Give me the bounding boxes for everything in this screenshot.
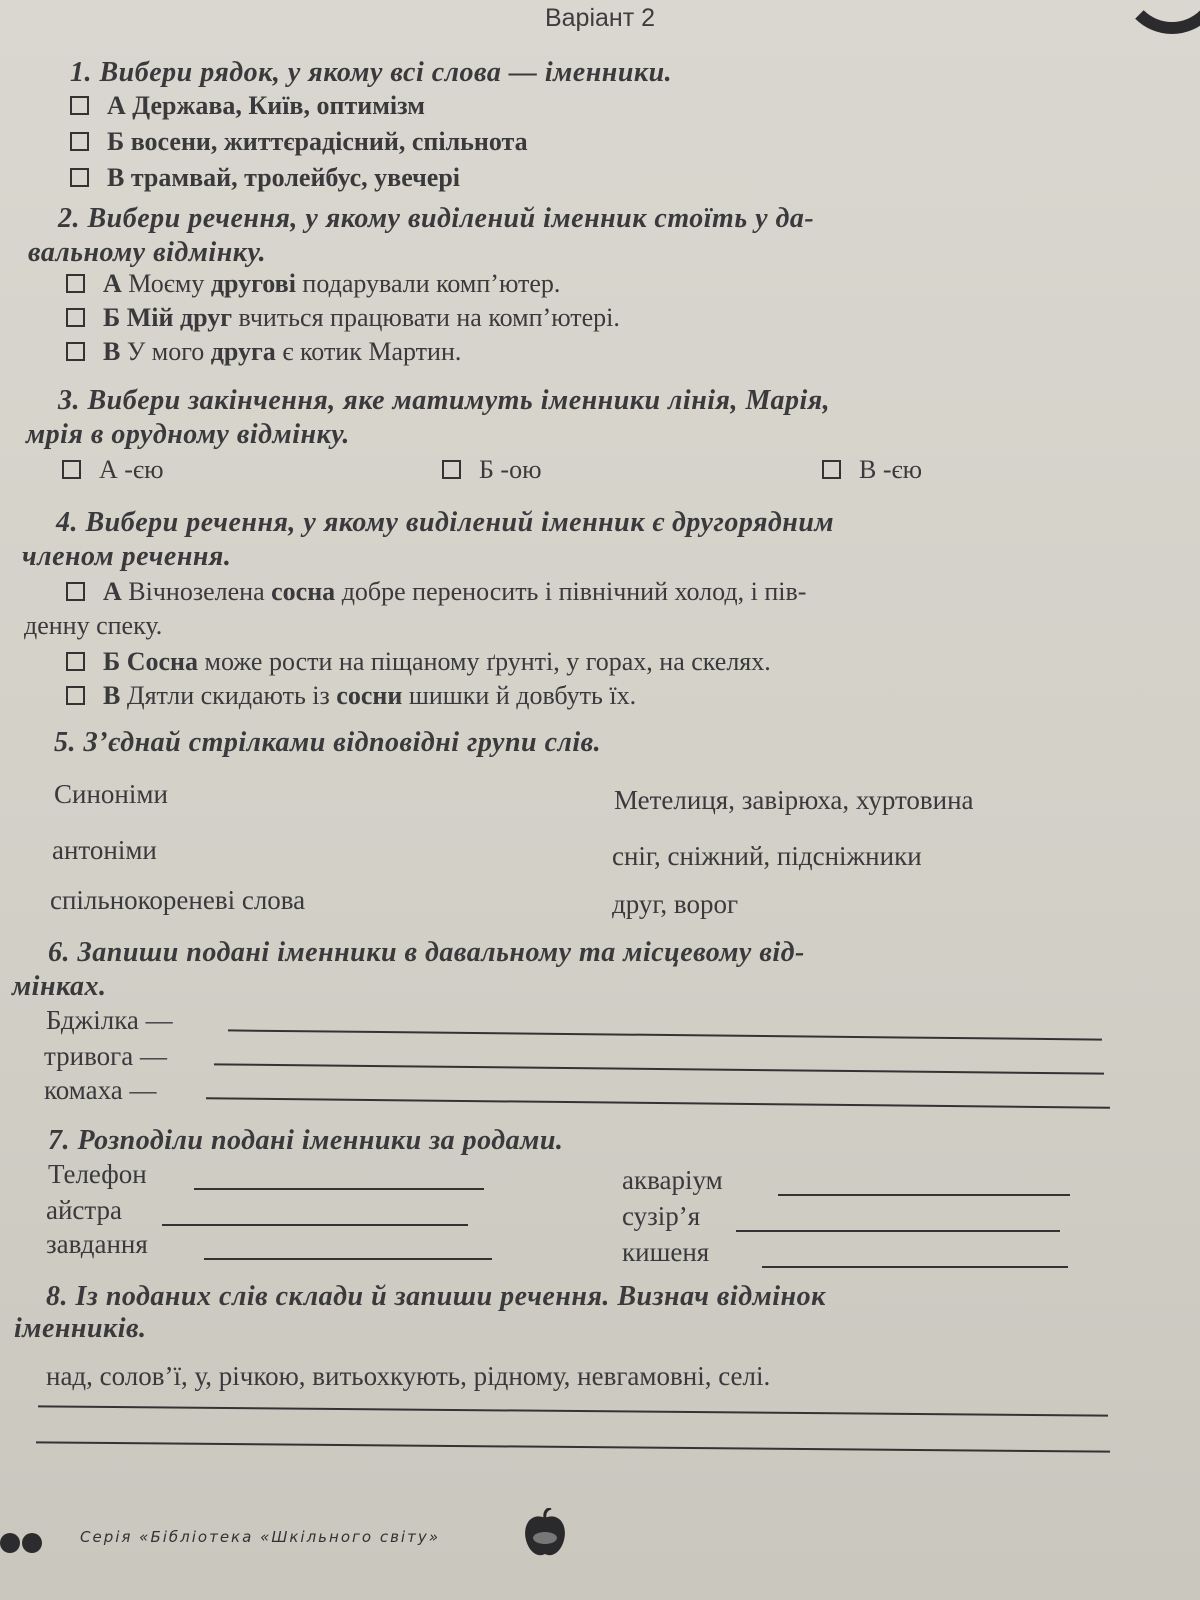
answer-line[interactable]: [204, 1258, 492, 1260]
question-6-title-line2: мінках.: [12, 971, 107, 1002]
q3-option-c[interactable]: [822, 454, 922, 486]
question-2-title-line1: 2. Вибери речення, у якому виділений іменник стоїть у да-: [58, 203, 815, 234]
highlighted-noun: сосни: [336, 681, 403, 710]
q1-option-b-text: Б восени, життєрадісний, спільнота: [107, 127, 528, 156]
q3-option-b[interactable]: [442, 454, 542, 486]
option-pre: Мій: [126, 303, 180, 332]
checkbox[interactable]: [70, 96, 89, 115]
option-post: добре переносить і північний холод, і пів-: [335, 577, 807, 606]
checkbox[interactable]: [66, 652, 85, 671]
q6-item-2: тривога —: [44, 1041, 167, 1071]
checkbox[interactable]: [442, 460, 461, 479]
answer-line[interactable]: [762, 1266, 1068, 1268]
q3-option-a-text: А -єю: [99, 455, 164, 484]
question-1-title: 1. Вибери рядок, у якому всі слова — іменники.: [70, 57, 673, 88]
option-pre: Вічнозелена: [128, 577, 272, 606]
footer-bullets: [0, 1533, 44, 1558]
q5-right-item-3[interactable]: друг, ворог: [612, 889, 739, 919]
checkbox[interactable]: [70, 168, 89, 187]
checkbox[interactable]: [66, 308, 85, 327]
question-2-title-line2: вальному відмінку.: [28, 237, 267, 268]
q7-left-item-1: Телефон: [48, 1159, 147, 1189]
question-4-title-line1: 4. Вибери речення, у якому виділений іменник є другорядним: [56, 507, 835, 538]
q5-left-item-1[interactable]: Синоніми: [54, 779, 168, 809]
apple-logo-icon: [522, 1508, 568, 1560]
answer-line[interactable]: [736, 1230, 1060, 1232]
q4-option-a-continuation: денну спеку.: [24, 611, 163, 640]
highlighted-noun: сосна: [271, 577, 336, 606]
option-post: шишки й довбуть їх.: [402, 681, 637, 710]
option-pre: Дятли скидають із: [126, 681, 337, 710]
option-letter: А: [103, 577, 122, 606]
bullet-dot: [0, 1533, 20, 1553]
checkbox[interactable]: [66, 686, 85, 705]
answer-line[interactable]: [36, 1441, 1110, 1452]
question-3-title-line2: мрія в орудному відмінку.: [26, 419, 350, 450]
q7-right-item-2: сузір’я: [622, 1201, 701, 1231]
answer-line[interactable]: [214, 1063, 1104, 1074]
q1-option-c-text: В трамвай, тролейбус, увечері: [107, 163, 461, 192]
q5-right-item-1[interactable]: Метелиця, завірюха, хуртовина: [614, 785, 974, 815]
option-post: може рости на піщаному ґрунті, у горах, на скелях.: [198, 647, 771, 676]
q1-option-b[interactable]: [70, 126, 528, 158]
q1-option-c[interactable]: [70, 162, 460, 194]
option-post: вчиться працювати на комп’ютері.: [232, 303, 620, 332]
q5-right-item-2[interactable]: сніг, сніжний, підсніжники: [612, 841, 922, 871]
q4-option-b[interactable]: [66, 646, 771, 678]
option-letter: Б: [103, 647, 121, 676]
checkbox[interactable]: [66, 274, 85, 293]
option-letter: Б: [103, 303, 121, 332]
q2-option-a[interactable]: [66, 268, 560, 300]
option-post: є котик Мартин.: [275, 337, 462, 366]
highlighted-noun: друга: [210, 337, 276, 366]
checkbox[interactable]: [70, 132, 89, 151]
checkbox[interactable]: [66, 342, 85, 361]
question-8-title-line1: 8. Із поданих слів склади й запиши речення. Визнач відмінок: [46, 1281, 826, 1312]
q1-option-a[interactable]: [70, 90, 425, 122]
answer-line[interactable]: [228, 1029, 1102, 1040]
option-pre: У мого: [126, 337, 211, 366]
q5-left-item-3[interactable]: спільнокореневі слова: [50, 885, 306, 915]
q5-left-item-2[interactable]: антоніми: [52, 835, 157, 865]
q7-right-item-1: акваріум: [622, 1165, 723, 1195]
answer-line[interactable]: [162, 1224, 468, 1226]
checkbox[interactable]: [66, 582, 85, 601]
highlighted-noun: другові: [210, 269, 296, 298]
question-7-title: 7. Розподіли подані іменники за родами.: [48, 1125, 564, 1156]
option-letter: В: [103, 337, 121, 366]
footer-series: Серія «Бібліотека «Шкільного світу»: [80, 1528, 440, 1546]
q2-option-c[interactable]: [66, 336, 461, 368]
q3-option-b-text: Б -ою: [479, 455, 542, 484]
option-letter: В: [103, 681, 121, 710]
checkbox[interactable]: [62, 460, 81, 479]
question-5-title: 5. З’єднай стрілками відповідні групи слів.: [54, 727, 602, 758]
checkbox[interactable]: [822, 460, 841, 479]
answer-line[interactable]: [38, 1405, 1108, 1416]
bullet-dot: [22, 1533, 42, 1553]
variant-title: Варіант 2: [544, 4, 656, 32]
q6-item-3: комаха —: [44, 1075, 157, 1105]
q3-option-a[interactable]: [62, 454, 164, 486]
q2-option-b[interactable]: [66, 302, 620, 334]
question-8-title-line2: іменників.: [14, 1313, 147, 1344]
answer-line[interactable]: [194, 1188, 484, 1190]
q4-option-a[interactable]: [66, 576, 806, 608]
q7-right-item-3: кишеня: [622, 1237, 710, 1267]
q8-word-list: над, солов’ї, у, річкою, витьохкують, рідному, невгамовні, селі.: [46, 1361, 771, 1391]
option-pre: Моєму: [128, 269, 211, 298]
option-letter: А: [103, 269, 122, 298]
q7-left-item-3: завдання: [46, 1229, 148, 1259]
q7-left-item-2: айстра: [46, 1195, 123, 1225]
highlighted-noun: Сосна: [126, 647, 198, 676]
q6-item-1: Бджілка —: [46, 1005, 173, 1035]
question-4-title-line2: членом речення.: [22, 541, 232, 572]
q3-option-c-text: В -єю: [859, 455, 923, 484]
answer-line[interactable]: [778, 1194, 1070, 1196]
question-3-title-line1: 3. Вибери закінчення, яке матимуть іменники лінія, Марія,: [58, 385, 831, 416]
q1-option-a-text: А Держава, Київ, оптимізм: [107, 91, 425, 120]
question-6-title-line1: 6. Запиши подані іменники в давальному та місцевому від-: [48, 937, 805, 968]
q4-option-c[interactable]: [66, 680, 636, 712]
answer-line[interactable]: [206, 1097, 1110, 1108]
option-post: подарували комп’ютер.: [295, 269, 561, 298]
highlighted-noun: друг: [179, 303, 233, 332]
